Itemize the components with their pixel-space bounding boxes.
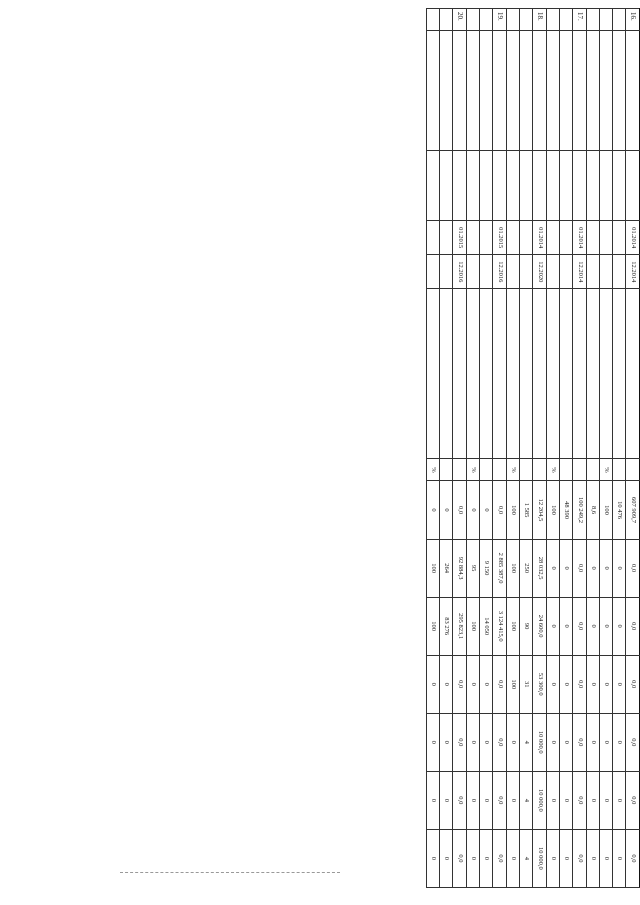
executor bbox=[520, 151, 533, 221]
value-cell: 0,0 bbox=[453, 771, 467, 829]
executor bbox=[573, 151, 587, 221]
indicator bbox=[440, 289, 453, 459]
value-cell: 4 bbox=[520, 713, 533, 771]
table-row bbox=[613, 9, 626, 888]
value-cell: 2 885 387,0 bbox=[493, 539, 507, 597]
value-cell: 0 bbox=[560, 539, 573, 597]
unit bbox=[440, 459, 453, 481]
value-cell: 0 bbox=[546, 655, 559, 713]
value-cell: 53 300,0 bbox=[533, 655, 547, 713]
start-date bbox=[546, 221, 559, 255]
value-cell: 295 823,1 bbox=[453, 597, 467, 655]
measure-name bbox=[480, 31, 493, 151]
start-date: 01.2015 bbox=[453, 221, 467, 255]
measure-name bbox=[626, 31, 640, 151]
indicator bbox=[520, 289, 533, 459]
row-number: 18. bbox=[533, 9, 547, 31]
value-cell: 0,0 bbox=[626, 771, 640, 829]
end-date: 12.2014 bbox=[573, 255, 587, 289]
table-row bbox=[560, 9, 573, 888]
row-number bbox=[560, 9, 573, 31]
start-date bbox=[480, 221, 493, 255]
indicator bbox=[586, 289, 599, 459]
executor bbox=[453, 151, 467, 221]
start-date bbox=[466, 221, 479, 255]
start-date bbox=[506, 221, 519, 255]
value-cell: 0 bbox=[466, 655, 479, 713]
executor bbox=[466, 151, 479, 221]
executor bbox=[546, 151, 559, 221]
measure-name bbox=[600, 31, 613, 151]
value-cell: 0 bbox=[586, 771, 599, 829]
value-cell: 10 476 bbox=[613, 481, 626, 539]
value-cell: 0 bbox=[426, 655, 439, 713]
executor bbox=[533, 151, 547, 221]
start-date bbox=[613, 221, 626, 255]
value-cell: 100 bbox=[466, 597, 479, 655]
unit: % bbox=[426, 459, 439, 481]
executor bbox=[506, 151, 519, 221]
value-cell: 607 909,7 bbox=[626, 481, 640, 539]
value-cell: 28 032,5 bbox=[533, 539, 547, 597]
value-cell: 250 bbox=[520, 539, 533, 597]
value-cell: 0 bbox=[426, 829, 439, 887]
value-cell: 100 bbox=[506, 481, 519, 539]
indicator bbox=[546, 289, 559, 459]
end-date bbox=[613, 255, 626, 289]
unit bbox=[560, 459, 573, 481]
row-number bbox=[520, 9, 533, 31]
value-cell: 10 000,0 bbox=[533, 829, 547, 887]
end-date: 12.2016 bbox=[493, 255, 507, 289]
row-number: 19. bbox=[493, 9, 507, 31]
indicator bbox=[466, 289, 479, 459]
unit bbox=[626, 459, 640, 481]
value-cell: 0 bbox=[586, 597, 599, 655]
indicator bbox=[506, 289, 519, 459]
indicator bbox=[560, 289, 573, 459]
row-number bbox=[586, 9, 599, 31]
measure-name bbox=[426, 31, 439, 151]
start-date bbox=[600, 221, 613, 255]
value-cell: 0 bbox=[600, 539, 613, 597]
value-cell: 8,6 bbox=[586, 481, 599, 539]
value-cell: 0 bbox=[560, 771, 573, 829]
table-row bbox=[466, 9, 479, 888]
row-number bbox=[466, 9, 479, 31]
unit bbox=[520, 459, 533, 481]
end-date: 12.2014 bbox=[626, 255, 640, 289]
row-number bbox=[426, 9, 439, 31]
indicator bbox=[453, 289, 467, 459]
executor bbox=[586, 151, 599, 221]
value-cell: 0 bbox=[466, 771, 479, 829]
value-cell: 14 050 bbox=[480, 597, 493, 655]
value-cell: 0 bbox=[560, 597, 573, 655]
value-cell: 0,0 bbox=[626, 597, 640, 655]
end-date: 12.2020 bbox=[533, 255, 547, 289]
indicator bbox=[573, 289, 587, 459]
end-date bbox=[560, 255, 573, 289]
value-cell: 0,0 bbox=[573, 771, 587, 829]
end-date bbox=[466, 255, 479, 289]
measure-name bbox=[506, 31, 519, 151]
value-cell: 0 bbox=[440, 829, 453, 887]
value-cell: 48 390 bbox=[560, 481, 573, 539]
executor bbox=[626, 151, 640, 221]
end-date bbox=[600, 255, 613, 289]
value-cell: 10 000,0 bbox=[533, 713, 547, 771]
value-cell: 0 bbox=[600, 771, 613, 829]
value-cell: 0 bbox=[426, 771, 439, 829]
unit bbox=[493, 459, 507, 481]
document-page bbox=[20, 8, 640, 888]
value-cell: 0 bbox=[480, 829, 493, 887]
value-cell: 0,0 bbox=[573, 829, 587, 887]
table-row bbox=[573, 9, 587, 888]
table-row bbox=[493, 9, 507, 888]
value-cell: 0,0 bbox=[453, 481, 467, 539]
value-cell: 0 bbox=[613, 713, 626, 771]
executor bbox=[613, 151, 626, 221]
unit bbox=[480, 459, 493, 481]
table-body bbox=[426, 9, 639, 888]
value-cell: 0 bbox=[480, 713, 493, 771]
value-cell: 0,0 bbox=[453, 655, 467, 713]
indicator bbox=[533, 289, 547, 459]
value-cell: 100 bbox=[426, 597, 439, 655]
value-cell: 264 bbox=[440, 539, 453, 597]
unit bbox=[586, 459, 599, 481]
value-cell: 0,0 bbox=[493, 481, 507, 539]
start-date bbox=[560, 221, 573, 255]
value-cell: 0 bbox=[546, 539, 559, 597]
value-cell: 31 bbox=[520, 655, 533, 713]
end-date bbox=[440, 255, 453, 289]
row-number bbox=[613, 9, 626, 31]
end-date bbox=[546, 255, 559, 289]
row-number bbox=[480, 9, 493, 31]
table-row bbox=[440, 9, 453, 888]
end-date bbox=[520, 255, 533, 289]
table-row bbox=[506, 9, 519, 888]
value-cell: 0,0 bbox=[493, 713, 507, 771]
unit bbox=[533, 459, 547, 481]
value-cell: 100 bbox=[506, 539, 519, 597]
value-cell: 4 bbox=[520, 829, 533, 887]
value-cell: 0 bbox=[440, 655, 453, 713]
value-cell: 24 600,0 bbox=[533, 597, 547, 655]
value-cell: 3 124 415,0 bbox=[493, 597, 507, 655]
indicator bbox=[626, 289, 640, 459]
row-number: 20. bbox=[453, 9, 467, 31]
value-cell: 0,0 bbox=[626, 539, 640, 597]
value-cell: 10 000,0 bbox=[533, 771, 547, 829]
value-cell: 0 bbox=[586, 539, 599, 597]
value-cell: 0,0 bbox=[493, 771, 507, 829]
value-cell: 0 bbox=[560, 655, 573, 713]
value-cell: 0 bbox=[586, 829, 599, 887]
value-cell: 0,0 bbox=[626, 829, 640, 887]
value-cell: 0 bbox=[480, 655, 493, 713]
unit: % bbox=[546, 459, 559, 481]
value-cell: 0 bbox=[600, 597, 613, 655]
value-cell: 100 249,2 bbox=[573, 481, 587, 539]
value-cell: 0 bbox=[466, 713, 479, 771]
value-cell: 4 bbox=[520, 771, 533, 829]
table-row bbox=[426, 9, 439, 888]
value-cell: 0 bbox=[440, 713, 453, 771]
value-cell: 0 bbox=[586, 713, 599, 771]
scan-artifact bbox=[120, 872, 340, 876]
table-row bbox=[520, 9, 533, 888]
table-row bbox=[586, 9, 599, 888]
value-cell: 0 bbox=[600, 655, 613, 713]
end-date bbox=[506, 255, 519, 289]
measure-name bbox=[586, 31, 599, 151]
unit bbox=[573, 459, 587, 481]
start-date bbox=[440, 221, 453, 255]
value-cell: 0 bbox=[440, 481, 453, 539]
value-cell: 0 bbox=[426, 713, 439, 771]
start-date: 01.2014 bbox=[626, 221, 640, 255]
row-number bbox=[546, 9, 559, 31]
row-number: 16. bbox=[626, 9, 640, 31]
value-cell: 100 bbox=[426, 539, 439, 597]
table-row bbox=[546, 9, 559, 888]
value-cell: 100 bbox=[546, 481, 559, 539]
executor bbox=[560, 151, 573, 221]
value-cell: 0 bbox=[613, 539, 626, 597]
start-date: 01.2014 bbox=[573, 221, 587, 255]
value-cell: 0,0 bbox=[626, 655, 640, 713]
value-cell: 0 bbox=[546, 829, 559, 887]
row-number bbox=[600, 9, 613, 31]
row-number bbox=[506, 9, 519, 31]
table-row bbox=[480, 9, 493, 888]
value-cell: 0,0 bbox=[493, 655, 507, 713]
table-row bbox=[533, 9, 547, 888]
value-cell: 0 bbox=[613, 655, 626, 713]
value-cell: 0 bbox=[600, 713, 613, 771]
measure-name bbox=[573, 31, 587, 151]
value-cell: 0 bbox=[426, 481, 439, 539]
value-cell: 0 bbox=[440, 771, 453, 829]
value-cell: 0 bbox=[560, 713, 573, 771]
row-number bbox=[440, 9, 453, 31]
value-cell: 83 276 bbox=[440, 597, 453, 655]
measure-name bbox=[493, 31, 507, 151]
measure-name bbox=[520, 31, 533, 151]
start-date: 01.2014 bbox=[533, 221, 547, 255]
end-date: 12.2016 bbox=[453, 255, 467, 289]
value-cell: 90 bbox=[520, 597, 533, 655]
value-cell: 92 884,3 bbox=[453, 539, 467, 597]
value-cell: 0 bbox=[466, 481, 479, 539]
measure-name bbox=[546, 31, 559, 151]
value-cell: 0,0 bbox=[626, 713, 640, 771]
start-date bbox=[520, 221, 533, 255]
value-cell: 0,0 bbox=[453, 829, 467, 887]
value-cell: 0 bbox=[506, 829, 519, 887]
unit: % bbox=[600, 459, 613, 481]
value-cell: 0 bbox=[613, 597, 626, 655]
measure-name bbox=[466, 31, 479, 151]
value-cell: 0,0 bbox=[493, 829, 507, 887]
value-cell: 0 bbox=[480, 771, 493, 829]
table-row bbox=[600, 9, 613, 888]
value-cell: 9 150 bbox=[480, 539, 493, 597]
end-date bbox=[586, 255, 599, 289]
measure-name bbox=[440, 31, 453, 151]
indicator bbox=[600, 289, 613, 459]
executor bbox=[600, 151, 613, 221]
value-cell: 100 bbox=[506, 597, 519, 655]
measure-name bbox=[453, 31, 467, 151]
unit bbox=[453, 459, 467, 481]
start-date bbox=[426, 221, 439, 255]
value-cell: 95 bbox=[466, 539, 479, 597]
unit: % bbox=[506, 459, 519, 481]
indicator bbox=[426, 289, 439, 459]
value-cell: 0,0 bbox=[453, 713, 467, 771]
executor bbox=[493, 151, 507, 221]
measure-name bbox=[560, 31, 573, 151]
table-row bbox=[626, 9, 640, 888]
value-cell: 0 bbox=[586, 655, 599, 713]
indicator bbox=[480, 289, 493, 459]
indicator bbox=[493, 289, 507, 459]
end-date bbox=[480, 255, 493, 289]
value-cell: 0 bbox=[613, 771, 626, 829]
value-cell: 0,0 bbox=[573, 597, 587, 655]
table-row bbox=[453, 9, 467, 888]
value-cell: 100 bbox=[600, 481, 613, 539]
unit: % bbox=[466, 459, 479, 481]
indicator bbox=[613, 289, 626, 459]
executor bbox=[480, 151, 493, 221]
measure-name bbox=[533, 31, 547, 151]
value-cell: 0 bbox=[546, 771, 559, 829]
unit bbox=[613, 459, 626, 481]
end-date bbox=[426, 255, 439, 289]
value-cell: 0 bbox=[466, 829, 479, 887]
program-table bbox=[426, 8, 640, 888]
value-cell: 0,0 bbox=[573, 539, 587, 597]
value-cell: 0,0 bbox=[573, 655, 587, 713]
value-cell: 0 bbox=[546, 713, 559, 771]
value-cell: 0 bbox=[600, 829, 613, 887]
value-cell: 0 bbox=[506, 713, 519, 771]
value-cell: 0 bbox=[480, 481, 493, 539]
measure-name bbox=[613, 31, 626, 151]
executor bbox=[426, 151, 439, 221]
value-cell: 100 bbox=[506, 655, 519, 713]
value-cell: 0 bbox=[560, 829, 573, 887]
value-cell: 0 bbox=[506, 771, 519, 829]
value-cell: 0 bbox=[613, 829, 626, 887]
start-date bbox=[586, 221, 599, 255]
start-date: 01.2015 bbox=[493, 221, 507, 255]
value-cell: 0 bbox=[546, 597, 559, 655]
executor bbox=[440, 151, 453, 221]
value-cell: 0,0 bbox=[573, 713, 587, 771]
value-cell: 1 585 bbox=[520, 481, 533, 539]
value-cell: 12 204,5 bbox=[533, 481, 547, 539]
row-number: 17. bbox=[573, 9, 587, 31]
